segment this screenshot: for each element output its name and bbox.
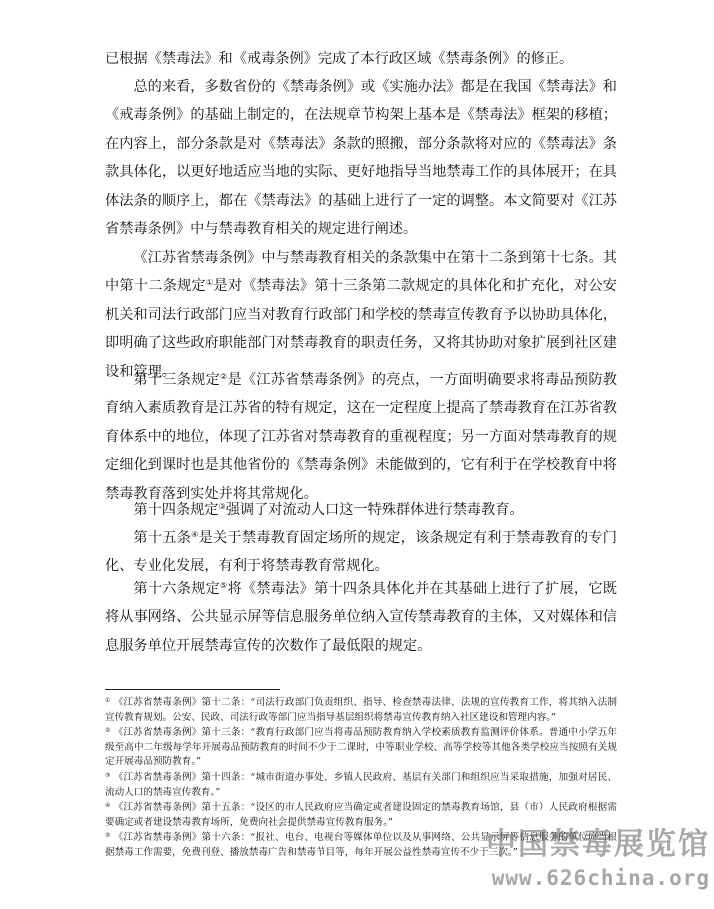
footnote-2-text: 《江苏省禁毒条例》第十三条：“教育行政部门应当将毒品预防教育纳入学校素质教育监测评价体系。普通中小学五年级至高中二年级每学年开展毒品预防教育的时间不少于二课时，中等职业学校、高等学校等其他各类学校应当按照有关规定开展毒品预防教育。” bbox=[105, 727, 617, 768]
footnote-ref-1: ① bbox=[205, 278, 214, 288]
footnote-1-mark: ① bbox=[105, 697, 111, 704]
footnote-3-mark: ③ bbox=[105, 771, 111, 779]
paragraph-1-text: 已根据《禁毒法》和《戒毒条例》完成了本行政区域《禁毒条例》的修正。 bbox=[105, 51, 574, 67]
paragraph-2 bbox=[105, 73, 617, 243]
footnote-5-text: 《江苏省禁毒条例》第十六条：“报社、电台、电视台等媒体单位以及从事网络、公共显示屏等信息服务的单位应当根据禁毒工作需要，免费刊登、播放禁毒广告和禁毒节目等，每年开展公益性禁毒宣传不少于三次。” bbox=[105, 832, 617, 858]
paragraph-1 bbox=[105, 45, 617, 73]
watermark-url: www.626china.org bbox=[491, 866, 710, 890]
footnote-1 bbox=[105, 696, 617, 725]
paragraph-7 bbox=[105, 575, 617, 660]
paragraph-7-text-a: 第十六条规定 bbox=[133, 581, 221, 597]
footnote-ref-2: ② bbox=[220, 372, 228, 381]
footnote-ref-5: ⑤ bbox=[220, 581, 228, 590]
paragraph-5 bbox=[105, 496, 617, 524]
paragraph-7-text-b: 将《禁毒法》第十四条具体化并在其基础上进行了扩展，它既将从事网络、公共显示屏等信息服务单位纳入宣传禁毒教育的主体，又对媒体和信息服务单位开展禁毒宣传的次数作了最低限的规定。 bbox=[105, 581, 617, 654]
watermark bbox=[420, 826, 710, 906]
footnote-2-mark: ② bbox=[105, 727, 111, 735]
paragraph-5-text-a: 第十四条规定 bbox=[133, 502, 219, 518]
paragraph-5-text-b: 强调了对流动人口这一特殊群体进行禁毒教育。 bbox=[225, 502, 524, 518]
paragraph-3 bbox=[105, 244, 617, 386]
paragraph-6-text-a: 第十五条 bbox=[133, 530, 192, 546]
footnote-1-text: 《江苏省禁毒条例》第十二条：“司法行政部门负责组织、指导、检查禁毒法律、法规的宣传教育工作，将其纳入法制宣传教育规划。公安、民政、司法行政等部门应当指导基层组织将禁毒宣传教育纳入社区建设和管理内容。” bbox=[105, 697, 617, 723]
footnote-4-text: 《江苏省禁毒条例》第十五条：“设区的市人民政府应当确定或者建设固定的禁毒教育场馆，县（市）人民政府根据需要确定或者建设禁毒教育场所，免费向社会提供禁毒宣传教育服务。” bbox=[105, 802, 617, 828]
footnote-5-mark: ⑤ bbox=[105, 832, 111, 840]
paragraph-4-text-b: 是《江苏省禁毒条例》的亮点，一方面明确要求将毒品预防教育纳入素质教育是江苏省的特有规定，这在一定程度上提高了禁毒教育在江苏省教育体系中的地位，体现了江苏省对禁毒教育的重视程度；另一方面对禁毒教育的规定细化到课时也是其他省份的《禁毒条例》未能做到的，它有利于在学校教育中将禁毒教育落到实处并将其常规化。 bbox=[105, 372, 617, 502]
footnote-ref-3: ③ bbox=[218, 502, 226, 511]
watermark-title: 中国禁毒展览馆 bbox=[486, 827, 710, 862]
paragraph-3-text-a: 《江苏省禁毒条例》中与禁毒教育相关的条款集中在第十二条到第十七条。其中第十二条规定 bbox=[105, 250, 617, 295]
footnote-3 bbox=[105, 771, 617, 800]
footnote-ref-4: ④ bbox=[191, 530, 199, 539]
footnote-divider bbox=[105, 689, 280, 690]
paragraph-6 bbox=[105, 524, 617, 581]
paragraph-3-text-b: 是对《禁毒法》第十三条第二款规定的具体化和扩充化，对公安机关和司法行政部门应当对教育行政部门和学校的禁毒宣传教育予以协助具体化，即明确了这些政府职能部门对禁毒教育的职责任务，又将其协助对象扩展到社区建设和管理。 bbox=[105, 278, 617, 380]
footnote-2 bbox=[105, 726, 617, 770]
paragraph-4-text-a: 第十三条规定 bbox=[133, 372, 221, 388]
footnote-4-mark: ④ bbox=[105, 802, 111, 810]
paragraph-4 bbox=[105, 366, 617, 508]
paragraph-2-text: 总的来看，多数省份的《禁毒条例》或《实施办法》都是在我国《禁毒法》和《戒毒条例》的基础上制定的，在法规章节构架上基本是《禁毒法》框架的移植；在内容上，部分条款是对《禁毒法》条款的照搬，部分条款将对应的《禁毒法》条款具体化，以更好地适应当地的实际、更好地指导当地禁毒工作的具体展开；在具体法条的顺序上，都在《禁毒法》的基础上进行了一定的调整。本文简要对《江苏省禁毒条例》中与禁毒教育相关的规定进行阐述。 bbox=[105, 79, 617, 238]
paragraph-6-text-b: 是关于禁毒教育固定场所的规定，该条规定有利于禁毒教育的专门化、专业化发展，有利于将禁毒教育常规化。 bbox=[105, 530, 617, 575]
footnote-3-text: 《江苏省禁毒条例》第十四条：“城市街道办事处、乡镇人民政府、基层有关部门和组织应当采取措施，加强对居民、流动人口的禁毒宣传教育。” bbox=[105, 771, 617, 798]
